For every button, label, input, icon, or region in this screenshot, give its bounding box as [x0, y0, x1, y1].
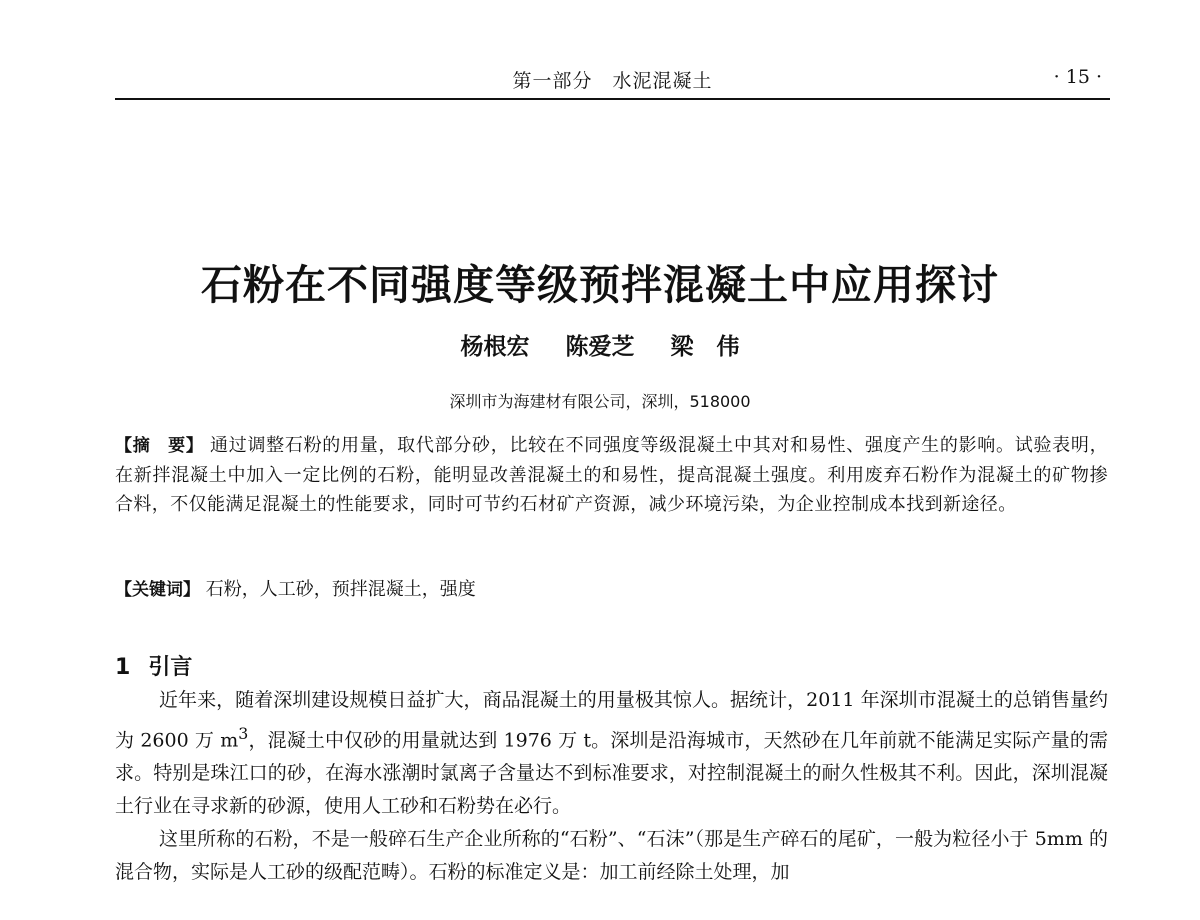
section-title: 引言: [148, 655, 193, 680]
keywords: [115, 575, 1108, 605]
author-name: 梁 伟: [670, 333, 740, 360]
keywords-label: 【关键词】: [115, 580, 200, 600]
affiliation: 深圳市为海建材有限公司，深圳，518000: [449, 392, 751, 411]
keywords-text: 石粉，人工砂，预拌混凝土，强度: [205, 579, 476, 600]
article-title: 石粉在不同强度等级预拌混凝土中应用探讨: [201, 261, 999, 309]
abstract-text: 通过调整石粉的用量，取代部分砂，比较在不同强度等级混凝土中其对和易性、强度产生的影响。试验表明，在新拌混凝土中加入一定比例的石粉，能明显改善混凝土的和易性，提高混凝土强度。利用废弃石粉作为混凝土的矿物掺合料，不仅能满足混凝土的性能要求，同时可节约石材矿产资源，减少环境污染，为企业控制成本找到新途径。: [115, 435, 1108, 515]
section-number: 1: [115, 655, 131, 680]
paragraph-text: 近年来，随着深圳建设规模日益扩大，商品混凝土的用量极其惊人。据统计，2011 年深圳市混凝土的总销售量约为 2600 万 m: [115, 689, 1108, 752]
section-heading: [115, 650, 192, 681]
abstract: [115, 431, 1108, 519]
page-header: [115, 62, 1110, 100]
author-name: 陈爱芝: [565, 333, 635, 360]
running-header-title: 第一部分 水泥混凝土: [512, 70, 713, 92]
paragraph: [115, 684, 1108, 823]
author-name: 杨根宏: [460, 333, 530, 360]
section-body: [115, 684, 1108, 889]
paragraph-text: ，混凝土中仅砂的用量就达到 1976 万 t。深圳是沿海城市，天然砂在几年前就不能满足实际产量的需求。特别是珠江口的砂，在海水涨潮时氯离子含量达不到标准要求，对控制混凝土的耐久性极其不利。因此，深圳混凝土行业在寻求新的砂源，使用人工砂和石粉势在必行。: [115, 729, 1108, 818]
author-list: [0, 328, 1200, 361]
abstract-label: 【摘 要】: [115, 436, 204, 456]
paragraph: 这里所称的石粉，不是一般碎石生产企业所称的“石粉”、“石沫”（那是生产碎石的尾矿，一般为粒径小于 5mm 的混合物，实际是人工砂的级配范畴）。石粉的标准定义是：加工前经除土处理，加: [115, 828, 1108, 884]
superscript: 3: [238, 724, 249, 743]
page-number: · 15 ·: [1053, 66, 1102, 88]
